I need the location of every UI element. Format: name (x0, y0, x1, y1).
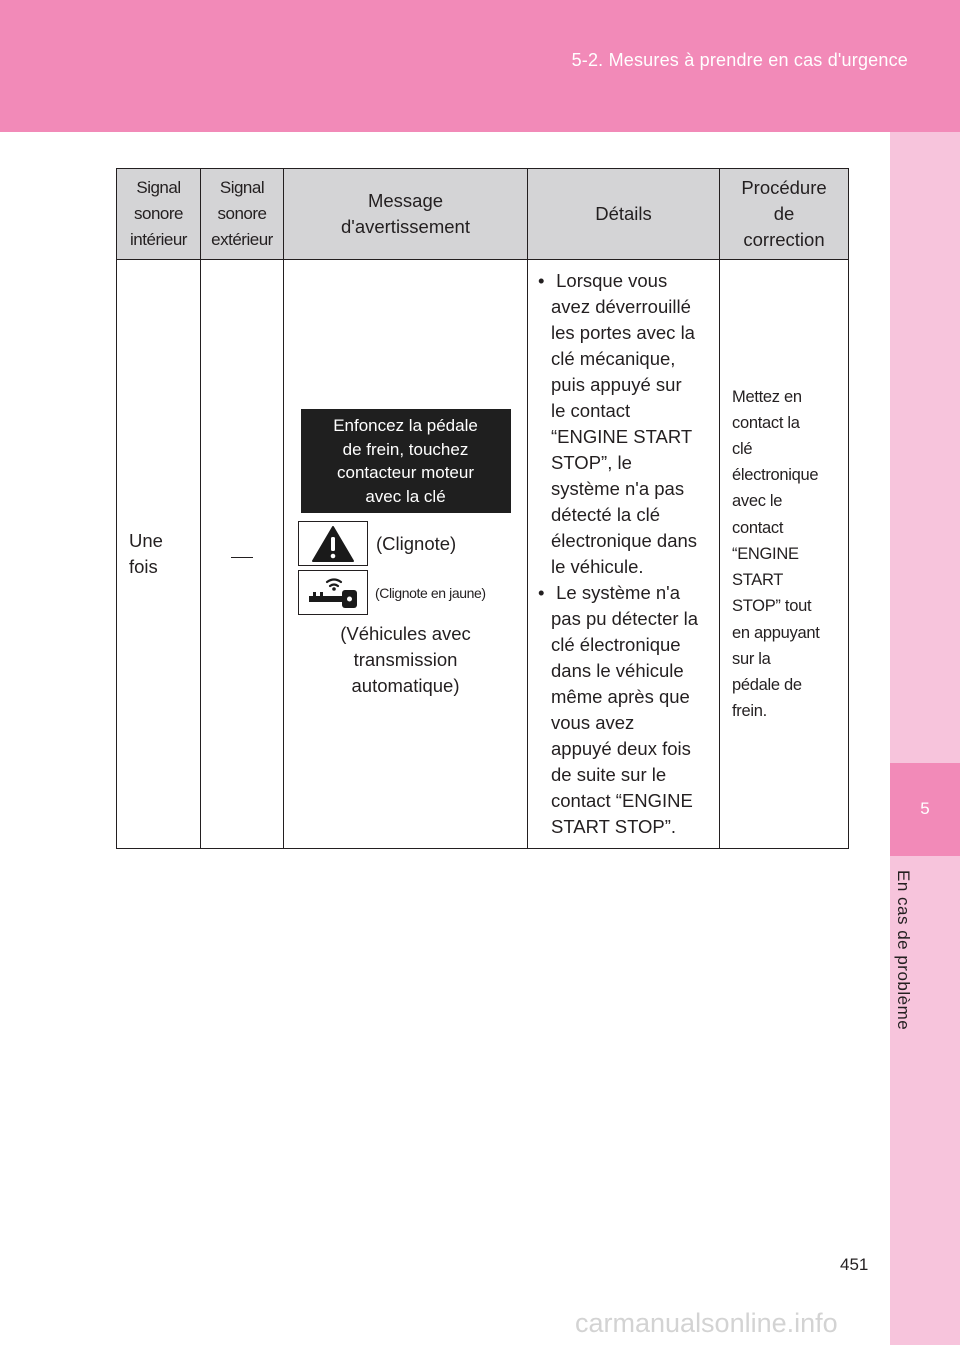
indicator-2-label: (Clignote en jaune) (375, 584, 486, 601)
details-item-1: • Lorsque vous avez déverrouillé les portes avec la clé mécanique, puis appuyé sur le contact “ENGINE START STOP”, le système n'a pas détecté la clé électronique dans le véhicule. (538, 268, 713, 580)
details-item-2: • Le système n'a pas pu détecter la clé électronique dans le véhicule même après que vous avez appuyé deux fois de suite sur le contact “ENGINE START STOP”. (538, 580, 713, 840)
correction-cell: Mettez en contact la clé électronique avec le contact “ENGINE START STOP” tout en appuyant sur la pédale de frein. (720, 260, 849, 849)
smart-key-icon (305, 575, 361, 611)
header-interior-signal: Signal sonore intérieur (117, 169, 201, 260)
none-dash (231, 557, 253, 558)
message-note: (Véhicules avec transmission automatique) (340, 623, 471, 696)
indicator-1-label: (Clignote) (376, 532, 457, 554)
exterior-signal-cell (201, 260, 284, 849)
message-cell (284, 260, 528, 849)
header-exterior-signal: Signal sonore extérieur (201, 169, 284, 260)
chapter-label: En cas de problème (894, 870, 913, 1031)
header-details: Détails (528, 169, 720, 260)
section-title: 5-2. Mesures à prendre en cas d'urgence (571, 50, 908, 70)
side-tab (890, 132, 960, 1345)
chapter-number: 5 (920, 799, 930, 818)
header-message: Message d'avertissement (284, 169, 528, 260)
table-header-row (117, 169, 849, 260)
chapter-tab[interactable] (890, 763, 960, 856)
key-indicator-box (298, 570, 368, 615)
table-row (117, 260, 849, 849)
warning-table (116, 168, 849, 849)
details-cell (528, 260, 720, 849)
frequency-cell: Une fois (117, 260, 201, 849)
message-display: Enfoncez la pédale de frein, touchez contacteur moteur avec la clé (301, 409, 511, 513)
watermark: carmanualsonline.info (575, 1308, 838, 1338)
warning-indicator-box (298, 521, 368, 566)
header-correction: Procédure de correction (720, 169, 849, 260)
warning-triangle-icon (311, 525, 355, 563)
page-number: 451 (840, 1255, 869, 1274)
